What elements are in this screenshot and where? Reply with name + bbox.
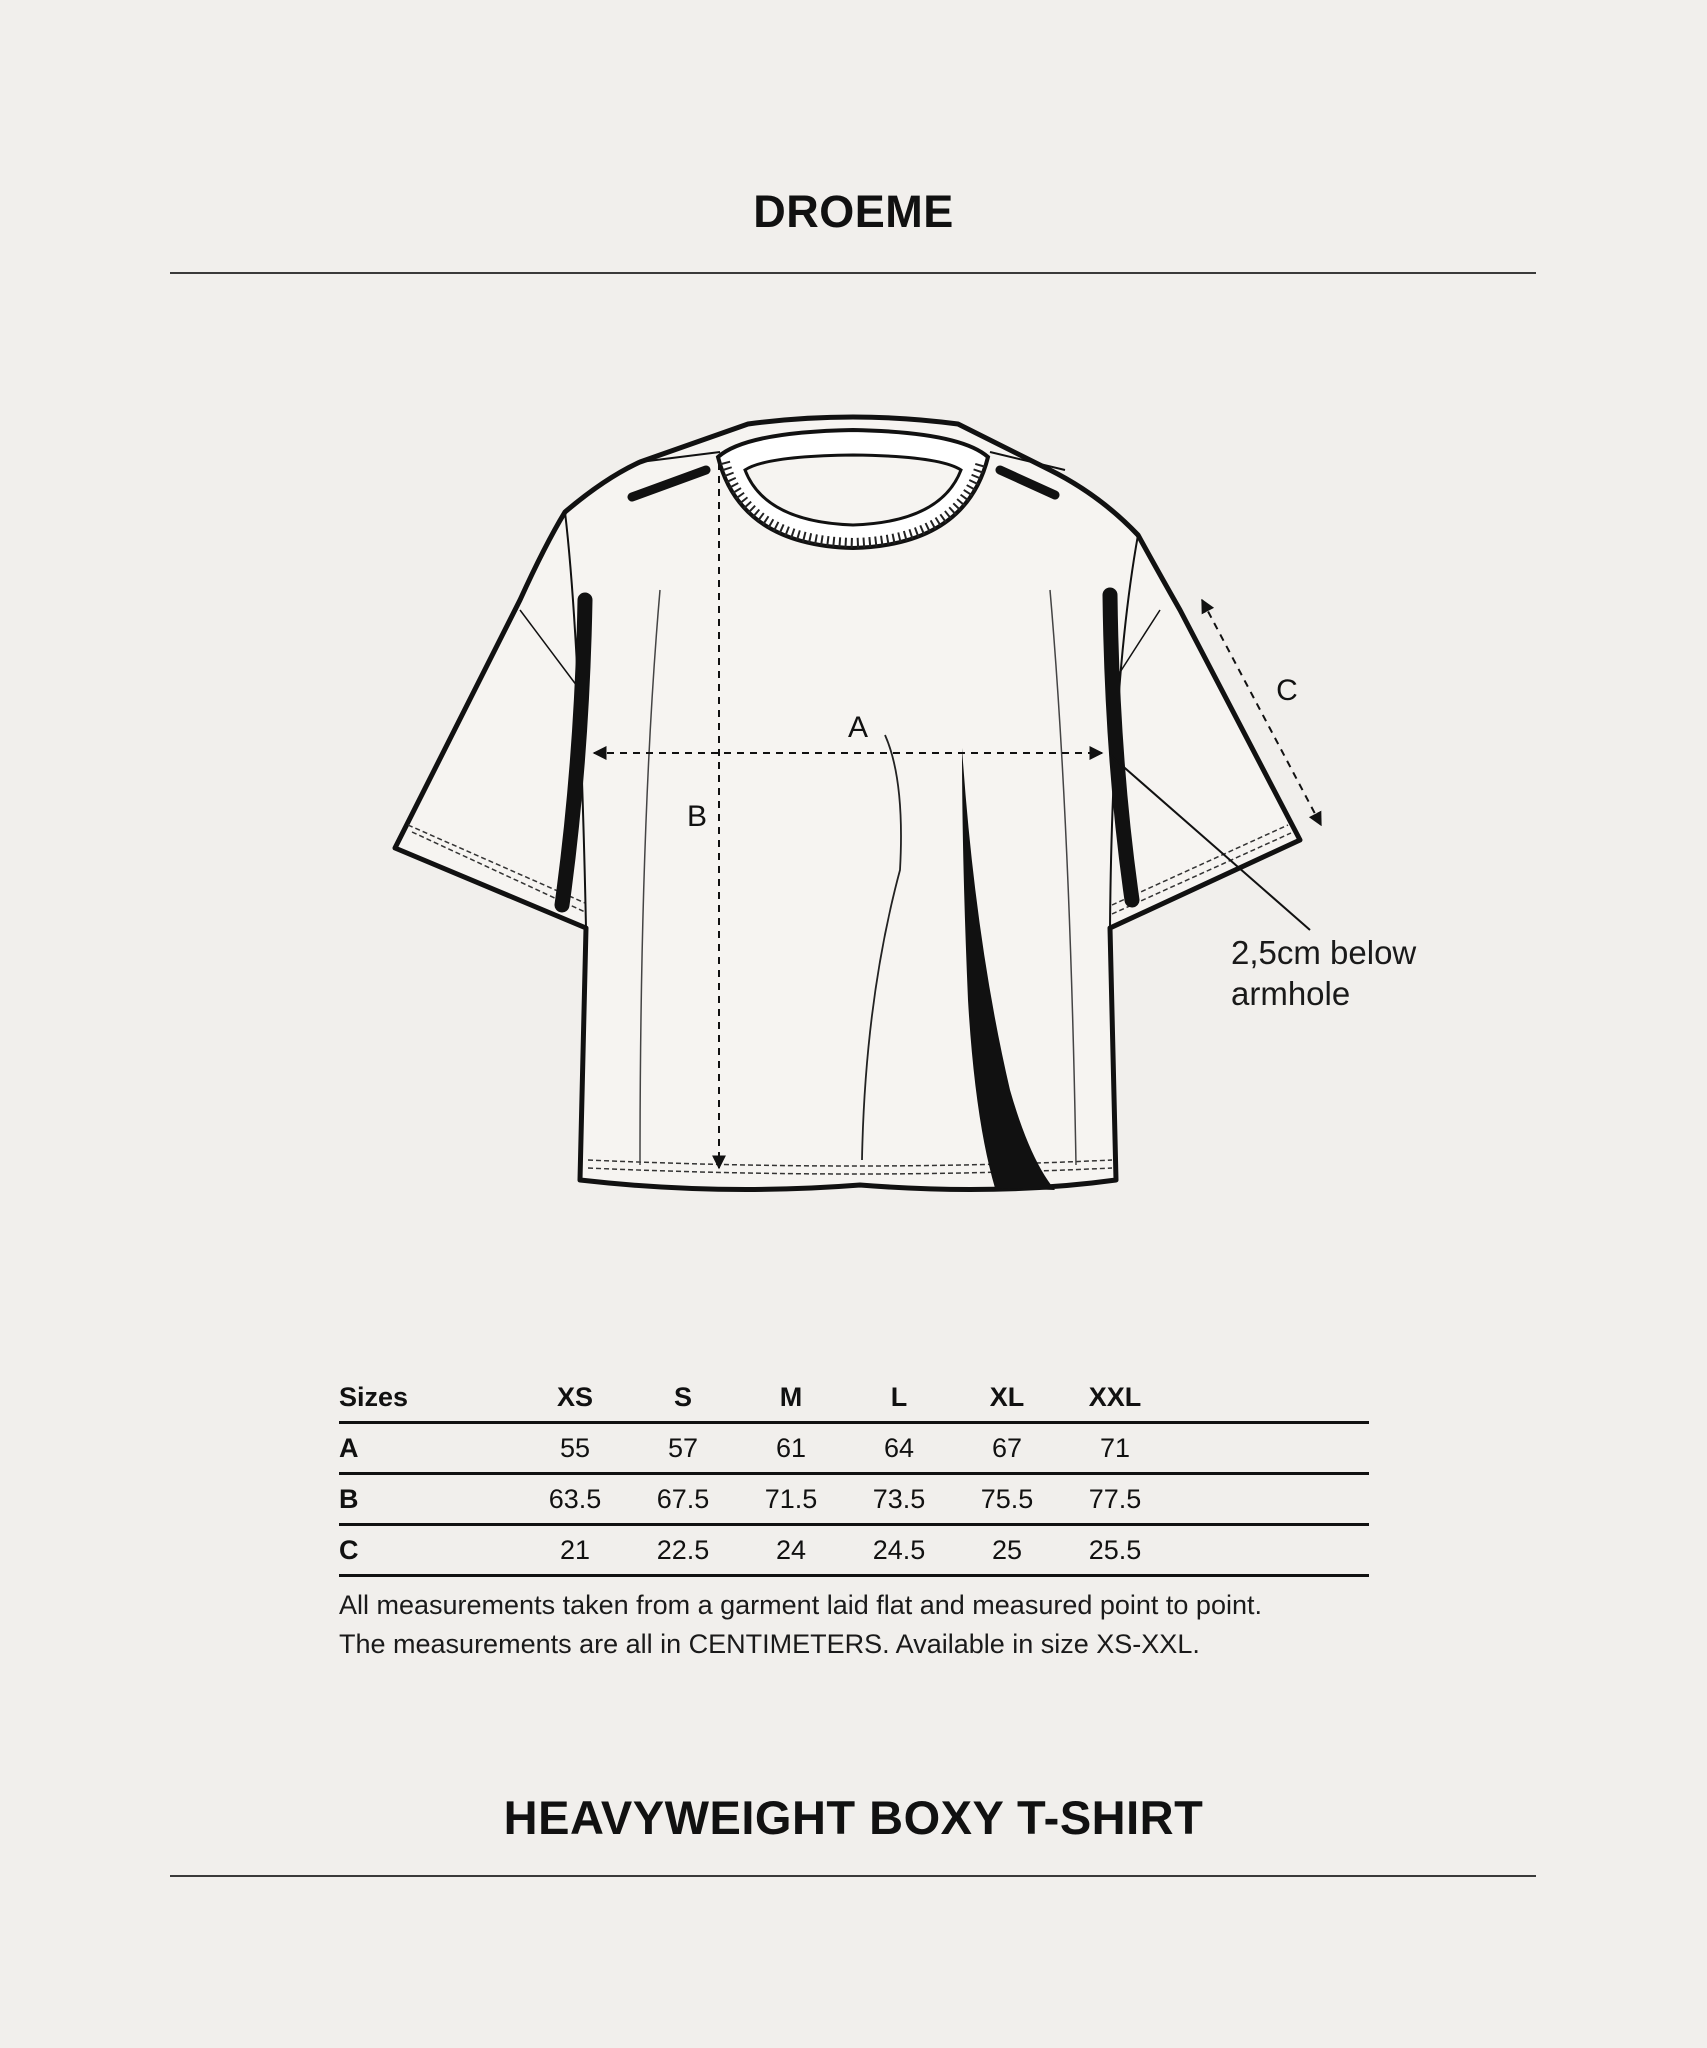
cell-c-l: 24.5 — [845, 1525, 953, 1576]
row-spacer — [1169, 1423, 1369, 1474]
tshirt-measurement-diagram — [0, 300, 1707, 1250]
size-header-row — [339, 1373, 1369, 1423]
cell-a-xxl: 71 — [1061, 1423, 1169, 1474]
cell-c-s: 22.5 — [629, 1525, 737, 1576]
top-divider — [170, 272, 1536, 274]
table-row — [339, 1423, 1369, 1474]
cell-c-m: 24 — [737, 1525, 845, 1576]
cell-a-s: 57 — [629, 1423, 737, 1474]
size-s: S — [629, 1373, 737, 1423]
size-xs: XS — [521, 1373, 629, 1423]
cell-c-xxl: 25.5 — [1061, 1525, 1169, 1576]
cell-a-m: 61 — [737, 1423, 845, 1474]
product-title: HEAVYWEIGHT BOXY T-SHIRT — [503, 1791, 1204, 1844]
bottom-divider — [170, 1875, 1536, 1877]
cell-c-xs: 21 — [521, 1525, 629, 1576]
row-label-b: B — [339, 1474, 521, 1525]
cell-b-xs: 63.5 — [521, 1474, 629, 1525]
cell-b-xxl: 77.5 — [1061, 1474, 1169, 1525]
notes-line-1: All measurements taken from a garment laid flat and measured point to point. — [339, 1590, 1262, 1620]
size-chart-table — [339, 1373, 1369, 1577]
table-row — [339, 1474, 1369, 1525]
cell-a-xs: 55 — [521, 1423, 629, 1474]
row-spacer — [1169, 1474, 1369, 1525]
size-xxl: XXL — [1061, 1373, 1169, 1423]
dimension-a-label: A — [847, 711, 869, 744]
cell-b-s: 67.5 — [629, 1474, 737, 1525]
size-l: L — [845, 1373, 953, 1423]
measurement-notes — [339, 1586, 1262, 1664]
cell-b-m: 71.5 — [737, 1474, 845, 1525]
cell-c-xl: 25 — [953, 1525, 1061, 1576]
sizes-header: Sizes — [339, 1373, 521, 1423]
row-spacer — [1169, 1525, 1369, 1576]
dimension-c-label: C — [1276, 674, 1298, 707]
row-label-a: A — [339, 1423, 521, 1474]
size-m: M — [737, 1373, 845, 1423]
cell-a-xl: 67 — [953, 1423, 1061, 1474]
brand-name: DROEME — [753, 186, 954, 237]
cell-b-l: 73.5 — [845, 1474, 953, 1525]
notes-line-2: The measurements are all in CENTIMETERS. Available in size XS-XXL. — [339, 1629, 1200, 1659]
size-xl: XL — [953, 1373, 1061, 1423]
table-row — [339, 1525, 1369, 1576]
header-spacer — [1169, 1373, 1369, 1423]
armhole-callout: 2,5cm below armhole — [1231, 934, 1417, 1012]
cell-a-l: 64 — [845, 1423, 953, 1474]
dimension-b-label: B — [686, 800, 708, 833]
row-label-c: C — [339, 1525, 521, 1576]
cell-b-xl: 75.5 — [953, 1474, 1061, 1525]
